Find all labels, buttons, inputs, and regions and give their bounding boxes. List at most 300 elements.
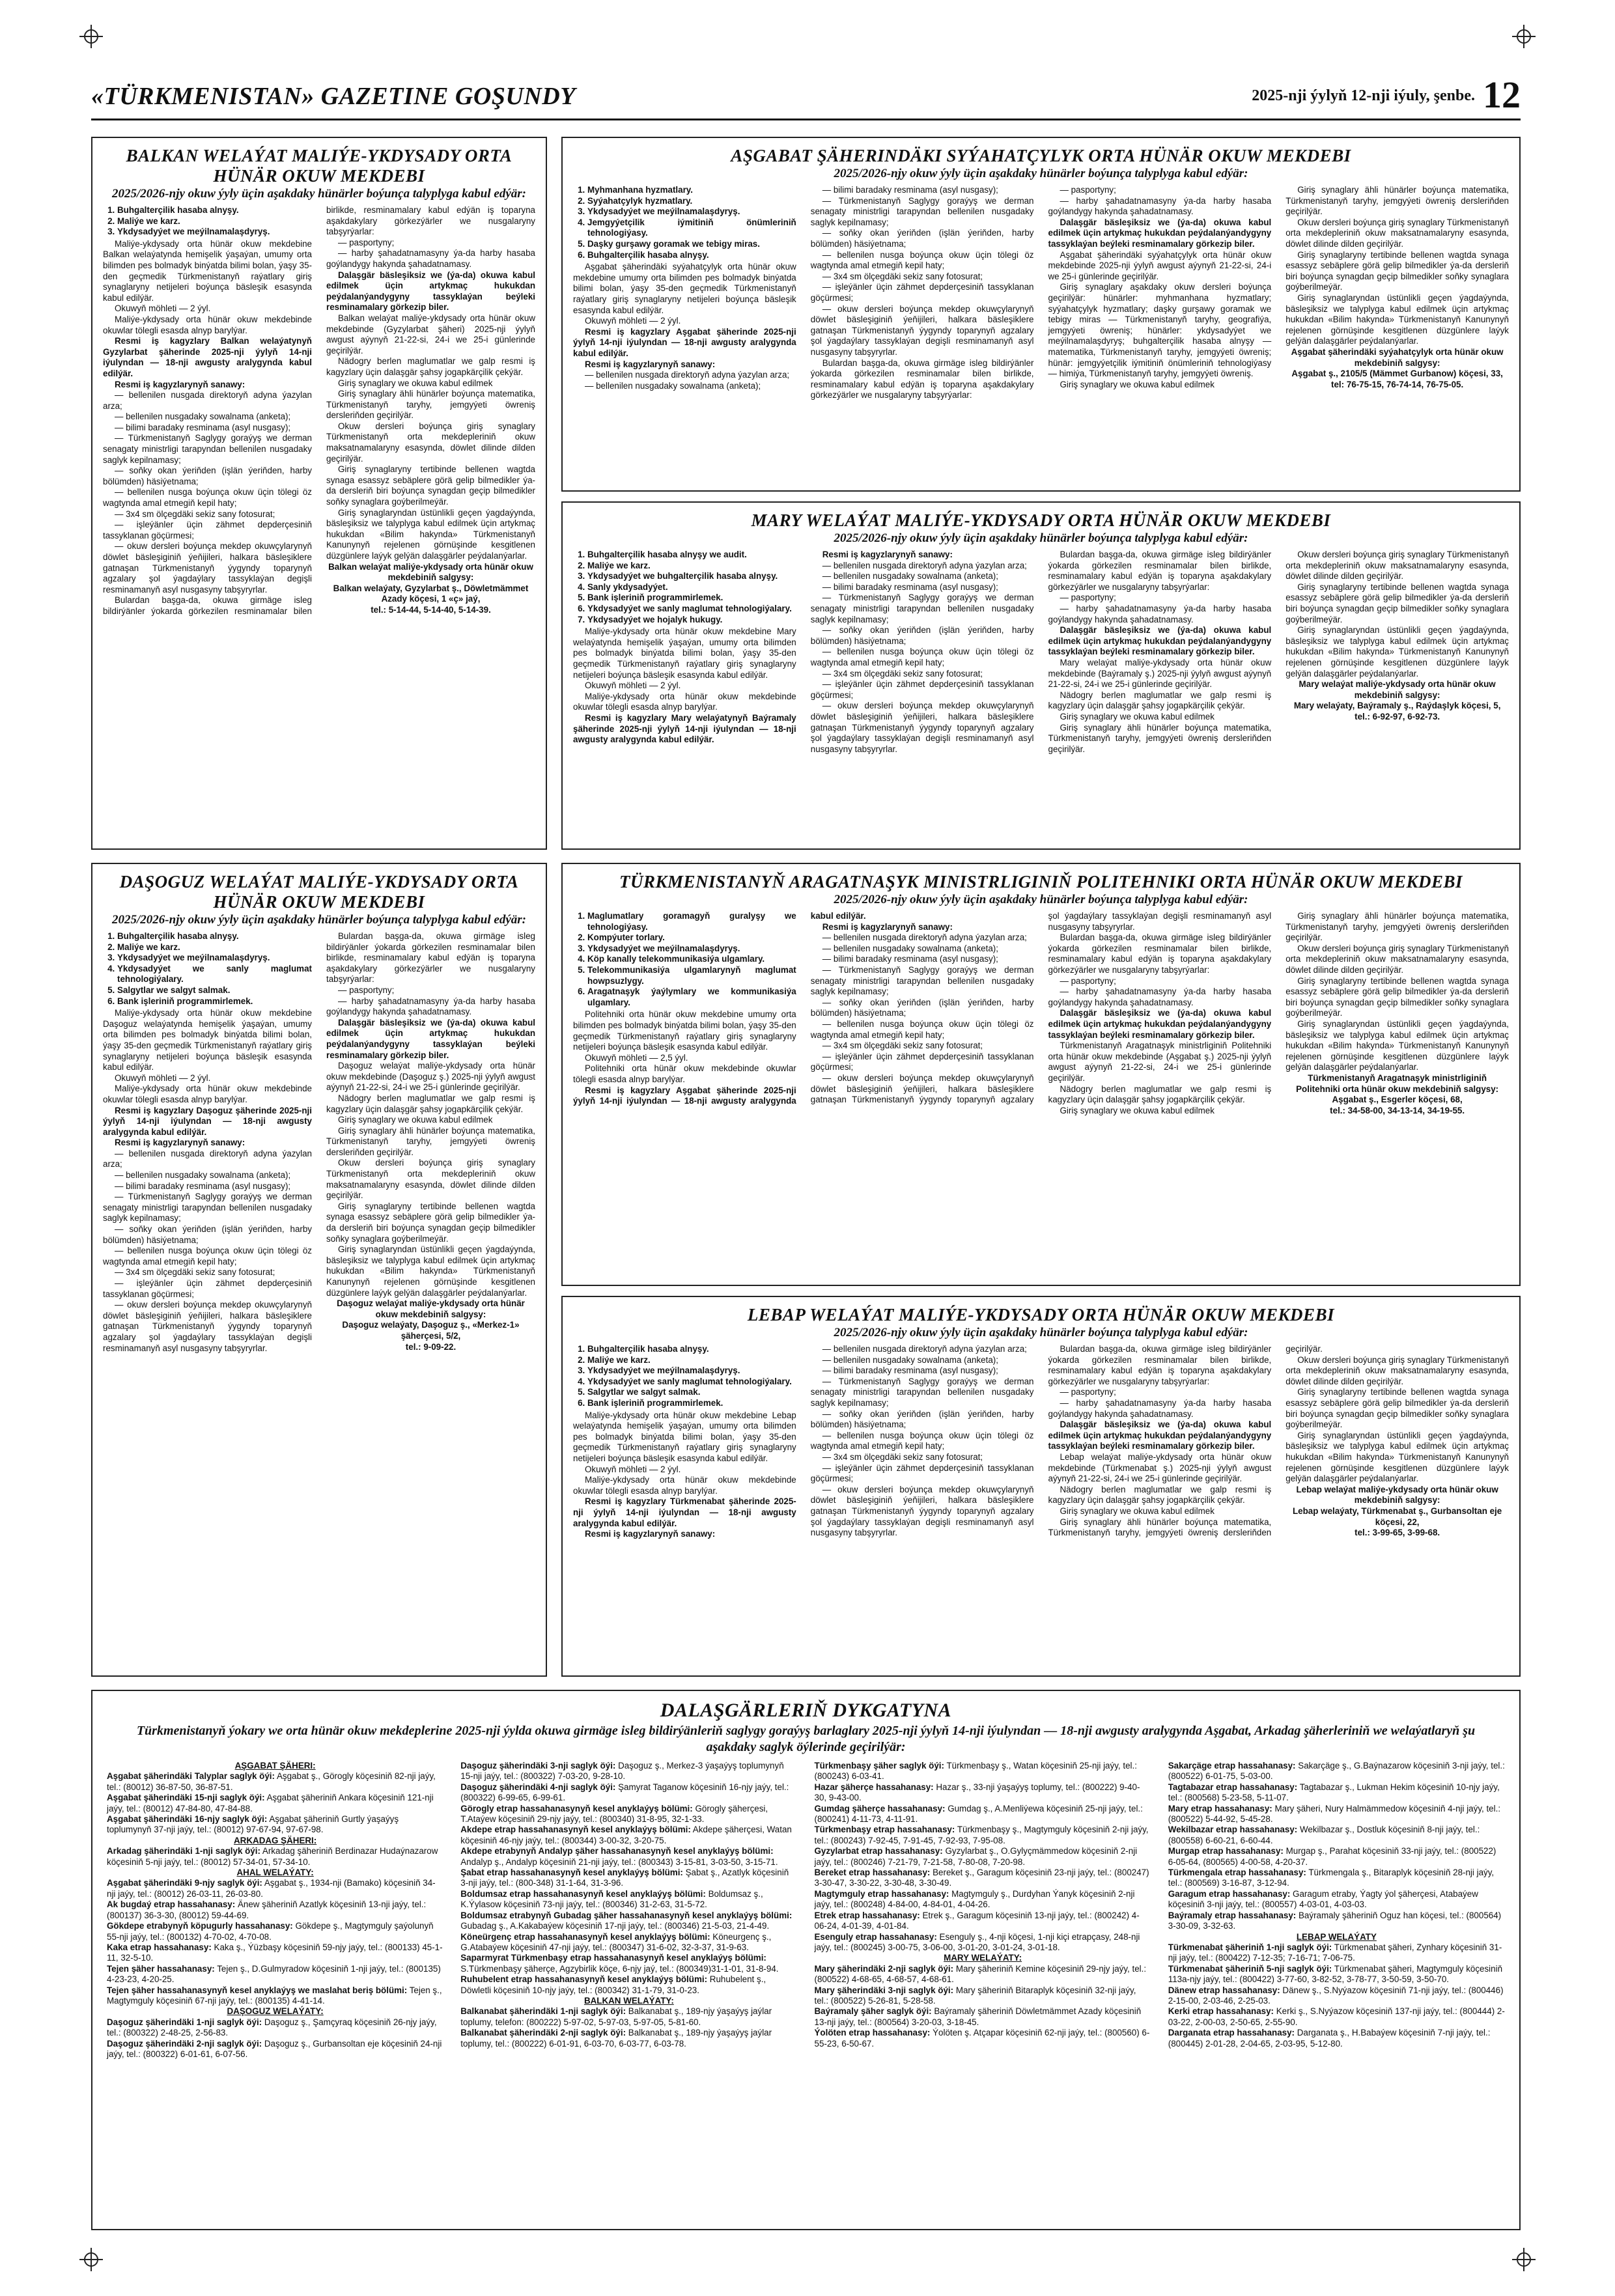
health-center-name: Mary şäherindäki 2-nji saglyk öýi: bbox=[814, 1963, 954, 1974]
health-center-entry bbox=[107, 1846, 443, 1868]
health-center-address: Aşgabat şäheriniň Ankara köçesiniň 121-nji jaýy, tel.: (80012) 47-84-80, 47-84-88. bbox=[107, 1793, 434, 1813]
school-title: AŞGABAT ŞÄHERINDÄKI SYÝAHATÇYLYK ORTA HÜNÄR OKUW MEKDEBI bbox=[731, 146, 1351, 165]
exam-rule: Giriş synaglary we okuwa kabul edilmek bbox=[1060, 1105, 1215, 1115]
doc-item: Bulardan başga-da, okuwa girmäge isleg bildirýänler ýokarda görkezilen resminamalar bilen birlikde, resminamalary kabul edýän iş toparyna aşakdakylary görkezýärler we nusgalaryny tabşyrýarlar: bbox=[1048, 550, 1272, 592]
exam-rule: Giriş synaglaryny tertibinde bellenen wagtda synaga esassyz sebäplere görä gelip bilmedikler ýa-da dersleriň biri boýunça synagdan geçip bilmedikler soňky synaglara goýberilmeýär. bbox=[1285, 249, 1509, 292]
address: Aşgabat ş., Esgerler köçesi, 68, bbox=[1332, 1095, 1463, 1105]
phones: tel: 76-75-15, 76-74-14, 76-75-05. bbox=[1331, 379, 1464, 389]
doc-item: — bellenilen nusgadaky sowalnama (anketa); bbox=[822, 943, 998, 953]
exam-rule: Giriş synaglaryny tertibinde bellenen wagtda synaga esassyz sebäplere görä gelip bilmedikler ýa-da dersleriň biri boýunça synagdan geçip bilmedikler soňky synaglara goýberilmeýär. bbox=[326, 464, 535, 507]
specialty-item: 6. Ykdysadyýet we sanly maglumat tehnologiýalary. bbox=[587, 604, 796, 615]
exam-schedule: Lebap welaýat maliýe-ykdysady orta hünär okuw mekdebinde (Türkmenabat ş.) 2025-nji ýylyň awgust aýynyň 21-22-si, 24-i we 25-i günlerinde geçirilýär. bbox=[1048, 1451, 1272, 1484]
health-center-name: Aşgabat şäherindäki 15-nji saglyk öýi: bbox=[107, 1793, 265, 1803]
exam-schedule: Mary welaýat maliýe-ykdysady orta hünär okuw mekdebinde (Baýramaly ş.) 2025-nji ýylyň awgust aýynyň 21-22-si, 24-i we 25-i günlerinde geçirilýär. bbox=[1048, 657, 1272, 690]
tuition-info: Politehniki orta hünär okuw mekdebinde okuwlar tölegli esasda alnyp barylýar. bbox=[573, 1063, 796, 1084]
health-center-address: Andalyp ş., Andalyp köçesiniň 21-nji jaýy, tel.: (800343) 3-15-81, 3-03-50, 3-15-71. bbox=[460, 1856, 778, 1867]
ad-lebap bbox=[561, 1296, 1521, 1677]
health-center-entry bbox=[460, 1953, 797, 1974]
doc-item: — bellenilen nusga boýunça okuw üçin tölegi öz wagtynda amal etmegiň kepil haty; bbox=[103, 1246, 312, 1267]
health-center-address: Esenguly ş., 4-nji köçesi, 1-nji kiçi etrapçasy, 248-nji jaýy, tel.: (800245) 3-00-75, 3-06-00, 3-01-20, 3-01-24, 3-01-18. bbox=[814, 1931, 1140, 1952]
health-center-entry bbox=[107, 1771, 443, 1793]
health-center-name: Daşoguz şäherindäki 1-nji saglyk öýi: bbox=[107, 2017, 262, 2027]
doc-item: — okuw dersleri boýunça mekdep okuwçylarynyň döwlet bäsleşiginiň ýeňijileri, halkara bäsleşiklere gatnaşan Türkmenistanyň ýygyndy toparynyň agzalary şol ýagdaýlary tassyklaýan degişli resminamanyň asyl nusgasyny tabşyryrlar. bbox=[103, 1300, 312, 1353]
specialty-item: 6. Buhgalterçilik hasaba alnyşy. bbox=[587, 250, 796, 261]
doc-item: — bellenilen nusga boýunça okuw üçin tölegi öz wagtynda amal etmegiň kepil haty; bbox=[810, 249, 1034, 271]
crop-mark-top-right bbox=[1512, 25, 1536, 48]
health-center-name: Tagtabazar etrap hassahanasy: bbox=[1168, 1782, 1298, 1792]
doc-item: Bulardan başga-da, okuwa girmäge isleg bildirýänler ýokarda görkezilen resminamalar bilen birlikde, resminamalary kabul edýän iş toparyna aşakdakylary görkezýärler we nusgalaryny tabşyrýarlar: bbox=[326, 931, 535, 985]
admission-subtitle: 2025/2026-njy okuw ýyly üçin aşakdaky hünärler boýunça talyplyga kabul edýär: bbox=[112, 913, 526, 927]
health-center-name: Daşoguz şäherindäki 2-nji saglyk öýi: bbox=[107, 2038, 262, 2049]
school-title: TÜRKMENISTANYŇ ARAGATNAŞYK MINISTRLIGINIŇ POLITEHNIKI ORTA HÜNÄR OKUW MEKDEBI bbox=[619, 872, 1463, 891]
health-center-name: Garagum etrap hassahanasy: bbox=[1168, 1888, 1291, 1899]
ad-aragatnashyk bbox=[561, 863, 1521, 1286]
page-number: 12 bbox=[1483, 74, 1521, 116]
exam-rule: Giriş synaglaryndan üstünlikli geçen ýagdaýynda, bäsleşiksiz we talyplyga kabul edilmek üçin artykmaç hukukdan «Bilim hakynda» Türkmenistanyň Kanunynyň rejelenen görnüşinde kesgitlenen düzgünlere laýyk gelýän dalaşgärler peýdalanýarlar. bbox=[1285, 625, 1509, 679]
health-center-name: Kerki etrap hassahanasy: bbox=[1168, 2006, 1274, 2017]
doc-item: — bellenilen nusgadaky sowalnama (anketa); bbox=[822, 1354, 998, 1365]
address: Mary welaýaty, Baýramaly ş., Raýdaşlyk köçesi, 5, bbox=[1293, 701, 1501, 711]
health-center-address: Änew şäheriniň Azatlyk köçesiniň 13-nji jaýy, tel.: (800137) 36-3-30, (80012) 59-44-69. bbox=[107, 1899, 427, 1920]
health-center-entry bbox=[1168, 2028, 1505, 2049]
health-center-address: Ýolöten ş. Atçapar köçesiniň 62-nji jaýy, tel.: (800560) 6-55-23, 6-50-67. bbox=[814, 2028, 1150, 2049]
specialty-list bbox=[587, 1344, 796, 1409]
exam-rule: Okuw dersleri boýunça giriş synaglary Türkmenistanyň orta mekdepleriniň okuw maksatnamalaryny esasynda, döwlet dilinde dilden geçirilýär. bbox=[326, 1158, 535, 1201]
health-center-name: Akdepe etrabynyň Andalyp şäher hassahanasynyň kesel anyklaýyş bölümi: bbox=[460, 1846, 774, 1856]
health-center-entry bbox=[1168, 1985, 1505, 2007]
address-label: Aşgabat şäherindäki syýahatçylyk orta hünär okuw mekdebiniň salgysy: bbox=[1291, 346, 1504, 368]
health-center-entry bbox=[815, 1911, 1151, 1932]
health-center-address: Arkadag şäheriniň Berdinazar Hudaýnazarow köçesiniň 5-nji jaýy, tel.: (80012) 57-34-01, 57-34-10. bbox=[107, 1846, 438, 1867]
specialty-item: 5. Salgytlar we salgyt salmak. bbox=[587, 1387, 796, 1398]
doc-item: — harby şahadatnamasyny ýa-da harby hasaba goýlandygy hakynda şahadatnamasy. bbox=[1048, 987, 1272, 1007]
doc-item: — bellenilen nusgada direktoryň adyna ýazylan arza; bbox=[585, 370, 790, 380]
doc-item: — 3x4 sm ölçegdäki sekiz sany fotosurat; bbox=[115, 509, 275, 519]
ad-dykgat bbox=[91, 1690, 1521, 2230]
health-center-address: Sakarçäge ş., G.Baýnazarow köçesiniň 3-nji jaýy, tel.: (800522) 6-01-75, 5-03-00. bbox=[1168, 1761, 1505, 1782]
phones: tel.: 5-14-44, 5-14-40, 5-14-39. bbox=[371, 604, 491, 615]
ad-body bbox=[103, 205, 535, 617]
duration-text: Okuwyň möhleti — 2 ýyl. bbox=[585, 1464, 681, 1474]
doc-item: — Türkmenistanyň Saglygy goraýyş we derman senagaty ministrligi tarapyndan bellenilen nusgadaky saglyk kepilnamasy; bbox=[103, 1192, 312, 1224]
doc-item: — pasportyny; bbox=[1060, 593, 1116, 603]
docs-note: Resmi iş kagyzlary Balkan welaýatynyň Gyzylarbat şäherinde 2025-nji ýylyň 14-nji iýulyndan — 18-nji awgusty aralygynda kabul edilýär. bbox=[103, 336, 312, 378]
doc-item: — bellenilen nusga boýunça okuw üçin tölegi öz wagtynda amal etmegiň kepil haty; bbox=[103, 487, 312, 509]
exam-schedule: Türkmenistanyň Aragatnaşyk ministrliginiň Politehniki orta hünär okuw mekdebinde (Aşgabat ş.) 2025-nji ýylyň awgust aýynyň 21-22-si, 24-i we 25-i günlerinde geçirilýär. bbox=[1048, 1041, 1272, 1083]
health-center-entry bbox=[107, 1942, 443, 1964]
doc-item: — soňky okan ýeriňden (işlän ýeriňden, harby bölümden) häsiýetnama; bbox=[103, 1224, 312, 1245]
health-center-address: Aşgabat ş., 1934-nji (Bamako) köçesiniň 34-nji jaýy, tel.: (80012) 26-03-11, 26-03-80. bbox=[107, 1878, 436, 1899]
specialty-item: 2. Maliýe we karz. bbox=[587, 561, 796, 572]
doc-item: — bellenilen nusgadaky sowalnama (anketa); bbox=[115, 1170, 291, 1181]
region-heading: AHAL WELAÝATY: bbox=[236, 1868, 314, 1878]
health-center-address: Şamyrat Taganow köçesiniň 16-njy jaýy, tel.: (800322) 6-99-65, 6-99-61. bbox=[460, 1782, 789, 1803]
specialty-item: 3. Ykdysadyýet we meýilnamalaşdyryş. bbox=[587, 206, 796, 217]
health-center-name: Türkmenbaşy etrap hassahanasy: bbox=[814, 1825, 955, 1835]
health-center-entry bbox=[1168, 1942, 1505, 1964]
health-center-address: Dänew ş., S.Nyýazow köçesiniň 71-nji jaýy, tel.: (800446) 2-15-00, 2-03-46, 2-25-03. bbox=[1168, 1985, 1504, 2006]
specialty-list bbox=[587, 911, 796, 1008]
health-center-name: Baýramaly şäher saglyk öýi: bbox=[814, 2006, 932, 2017]
health-center-entry bbox=[815, 1985, 1151, 2007]
health-center-address: Şabat ş., Azatlyk köçesiniň 3-nji jaýy, tel.: (800-348) 31-1-64, 31-3-96. bbox=[460, 1868, 789, 1888]
header-rule bbox=[91, 119, 1521, 120]
phones: tel.: 6-92-97, 6-92-73. bbox=[1355, 711, 1440, 721]
health-center-address: Hazar ş., 33-nji ýaşaýyş toplumy, tel.: (800222) 9-40-30, 9-43-00. bbox=[814, 1782, 1140, 1803]
health-center-address: Garagum etraby, Ýagty ýol şäherçesi, Atabaýew köçesiniň 3-nji jaýy, tel.: (800557) 4-03-01, 4-03-03. bbox=[1168, 1888, 1478, 1910]
health-center-entry bbox=[815, 1964, 1151, 1985]
exam-schedule: Aşgabat şäherindäki syýahatçylyk orta hünär okuw mekdebinde 2025-nji ýylyň awgust aýynyň 21-22-si, 24-i we 25-i günlerinde geçirilýär. bbox=[1048, 249, 1272, 281]
ad-dashoguz bbox=[91, 863, 547, 1677]
health-center-address: Görogly şäherçesi, T.Ataýew köçesiniň 29-njy jaýy, tel.: (800340) 31-8-95, 32-1-33. bbox=[460, 1803, 768, 1825]
admission-subtitle: 2025/2026-njy okuw ýyly üçin aşakdaky hünärler boýunça talyplyga kabul edýär: bbox=[834, 531, 1248, 545]
health-center-entry bbox=[1168, 1804, 1505, 1825]
health-center-address: Magtymguly ş., Durdyhan Ýanyk köçesiniň 2-nji jaýy, tel.: (800248) 4-84-00, 4-84-01, 4-04-26. bbox=[814, 1888, 1135, 1910]
exam-rule: Giriş synaglaryndan üstünlikli geçen ýagdaýynda, bäsleşiksiz we talyplyga kabul edilmek üçin artykmaç hukukdan «Bilim hakynda» Türkmenistanyň Kanunynyň rejelenen görnüşinde kesgitlenen düzgünlere laýyk gelýän dalaşgärler peýdalanýarlar. bbox=[326, 507, 535, 561]
exam-subjects: Nädogry berlen maglumatlar we galp resmi iş kagyzlary üçin dalaşgär şahsy jogapkärçilik çekýär. bbox=[1048, 1084, 1272, 1105]
specialty-list bbox=[117, 205, 312, 238]
health-center-name: Aşgabat şäherindäki 9-njy saglyk öýi: bbox=[107, 1878, 262, 1888]
exam-subjects: Nädogry berlen maglumatlar we galp resmi iş kagyzlary üçin dalaşgär şahsy jogapkärçilik çekýär. bbox=[1048, 1484, 1272, 1505]
exam-subjects: Nädogry berlen maglumatlar we galp resmi iş kagyzlary üçin dalaşgär şahsy jogapkärçilik çekýär. bbox=[326, 1093, 535, 1114]
docs-heading: Resmi iş kagyzlarynyň sanawy: bbox=[115, 379, 246, 389]
doc-item: — okuw dersleri boýunça mekdep okuwçylarynyň döwlet bäsleşiginiň ýeňijileri, halkara bäsleşiklere gatnaşan Türkmenistanyň ýygyndy toparynyň agzalary şol ýagdaýlary tassyklaýan degişli resminamanyň asyl nusgasyny tabşyryrlar. bbox=[810, 701, 1034, 754]
health-center-entry bbox=[107, 2039, 443, 2060]
health-center-address: Daşoguz ş., Gurbansoltan eje köçesiniň 24-nji jaýy, tel.: (800322) 6-01-61, 6-07-56. bbox=[107, 2038, 442, 2059]
doc-item: — okuw dersleri boýunça mekdep okuwçylarynyň döwlet bäsleşiginiň ýeňijileri, halkara bäsleşiklere gatnaşan Türkmenistanyň ýygyndy toparynyň agzalary şol ýagdaýlary tassyklaýan degişli resminamanyň asyl nusgasyny tabşyryrlar. bbox=[810, 303, 1034, 357]
address: Aşgabat ş., 2105/5 (Mämmet Gurbanow) köçesi, 33, bbox=[1291, 369, 1503, 379]
health-center-name: Tejen şäher hassahanasynyň kesel anyklaýyş we maslahat beriş bölümi: bbox=[107, 1985, 408, 1995]
doc-item: Bulardan başga-da, okuwa girmäge isleg bildirýänler ýokarda görkezilen resminamalar bilen birlikde, resminamalary kabul edýän iş toparyna aşakdakylary görkezýärler we nusgalaryny tabşyrýarlar: bbox=[1048, 932, 1272, 975]
health-center-name: Ruhubelent etrap hassahanasynyň kesel anyklaýyş bölümi: bbox=[460, 1974, 708, 1985]
address-label: Balkan welaýat maliýe-ykdysady orta hünär okuw mekdebiniň salgysy: bbox=[328, 561, 533, 583]
health-center-address: Murgap ş., Parahat köçesiniň 33-nji jaýy, tel.: (800522) 6-05-64, (800565) 4-00-58, 4-20-37. bbox=[1168, 1846, 1496, 1867]
ad-body bbox=[573, 550, 1509, 755]
health-center-name: Arkadag şäherindäki 1-nji saglyk öýi: bbox=[107, 1846, 260, 1856]
exam-rule: Giriş synaglary we okuwa kabul edilmek bbox=[1060, 711, 1215, 721]
health-center-entry bbox=[815, 1889, 1151, 1911]
health-center-address: Türkmenbaşy ş., Magtymguly köçesiniň 2-nji jaýy, tel.: (800243) 7-92-45, 7-91-45, 7-92-93, 7-95-08. bbox=[814, 1825, 1149, 1845]
specialty-item: 6. Bank işleriniň programmirlemek. bbox=[117, 996, 312, 1007]
doc-item: — işleýänler üçin zähmet depderçesiniň tassyklanan göçürmesi; bbox=[810, 1051, 1034, 1072]
doc-item: — 3x4 sm ölçegdäki sekiz sany fotosurat; bbox=[115, 1267, 275, 1278]
doc-item: — işleýänler üçin zähmet depderçesiniň tassyklanan göçürmesi; bbox=[810, 679, 1034, 700]
exam-rule: Giriş synaglary we okuwa kabul edilmek bbox=[1060, 379, 1215, 389]
school-title: MARY WELAÝAT MALIÝE-YKDYSADY ORTA HÜNÄR OKUW MEKDEBI bbox=[751, 511, 1331, 530]
health-center-name: Etrek etrap hassahanasy: bbox=[814, 1910, 920, 1920]
doc-item: — harby şahadatnamasyny ýa-da harby hasaba goýlandygy hakynda şahadatnamasy. bbox=[1048, 195, 1272, 217]
exam-rule: Giriş synaglaryndan üstünlikli geçen ýagdaýynda, bäsleşiksiz we talyplyga kabul edilmek üçin artykmaç hukukdan «Bilim hakynda» Türkmenistanyň Kanunynyň rejelenen görnüşinde kesgitlenen düzgünlere laýyk gelýän dalaşgärler peýdalanýarlar. bbox=[1285, 1018, 1509, 1072]
doc-item: — pasportyny; bbox=[1060, 185, 1116, 195]
health-center-address: Baýramaly şäheriniň Döwletmämmet Azady köçesiniň 13-nji jaýy, tel.: (800564) 3-20-03, 3-18-45. bbox=[814, 2006, 1142, 2027]
specialty-item: 3. Ykdysadyýet we meýilnamalaşdyryş. bbox=[587, 944, 796, 955]
ad-body bbox=[573, 911, 1509, 1116]
duration-text: Okuwyň möhleti — 2,5 ýyl. bbox=[585, 1052, 688, 1063]
doc-item: — 3x4 sm ölçegdäki sekiz sany fotosurat; bbox=[822, 1451, 983, 1462]
health-center-name: Türkmenbaşy şäher saglyk öýi: bbox=[814, 1761, 944, 1771]
docs-heading: Resmi iş kagyzlarynyň sanawy: bbox=[822, 921, 953, 932]
specialty-item: 6. Aragatnaşyk ýaýlymlary we kommunikasiýa ulgamlary. bbox=[587, 987, 796, 1008]
health-center-name: Görogly etrap hassahanasynyň kesel anyklaýyş bölümi: bbox=[460, 1803, 693, 1813]
health-center-address: Kaka ş., Ýüzbaşy köçesiniň 59-njy jaýy, tel.: (800133) 45-1-11, 32-5-10. bbox=[107, 1942, 443, 1963]
duration-text: Okuwyň möhleti — 2 ýyl. bbox=[115, 303, 211, 314]
docs-note: Resmi iş kagyzlary Daşoguz şäherinde 2025-nji ýylyň 14-nji iýulyndan — 18-nji awgusty aralygynda kabul edilýär. bbox=[103, 1105, 312, 1137]
specialty-item: 5. Daşky gurşawy goramak we tebigy miras. bbox=[587, 239, 796, 250]
address: Daşoguz welaýaty, Daşoguz ş., «Merkez-1» şäherçesi, 5/2, bbox=[342, 1320, 520, 1341]
doc-item: — harby şahadatnamasyny ýa-da harby hasaba goýlandygy hakynda şahadatnamasy. bbox=[1048, 1397, 1272, 1419]
region-heading: AŞGABAT ŞÄHERI: bbox=[234, 1761, 316, 1771]
health-center-entry bbox=[815, 1868, 1151, 1889]
docs-heading: Resmi iş kagyzlarynyň sanawy: bbox=[822, 550, 953, 559]
health-center-entry bbox=[107, 1878, 443, 1899]
health-center-name: Türkmenabat şäheriniň 1-nji saglyk öýi: bbox=[1168, 1942, 1332, 1952]
exam-subjects: Giriş synaglary aşakdaky okuw dersleri boýunça geçirilýär: hünärler: myhmanhana hyzmatlary; syýahatçylyk hyzmatlary; daşky gurşawy goramak we tebigy miras — Türkmenistanyň taryhy, geografiýa, jemgyýeti öwreniş; hünärler: ykdysadyýet we meýilnamalaşdyryş; buhgalterçilik hasaba alnyşy — matematika, Türkmenistanyň taryhy, jemgyýeti öwreniş; hünär: jemgyýetçilik iýmitiniň önümleriniň tehnologiýasy — himiýa, Türkmenistanyň taryhy, jemgyýeti öwreniş. bbox=[1048, 282, 1272, 379]
phones: tel.: 9-09-22. bbox=[405, 1341, 456, 1352]
ad-body bbox=[573, 1344, 1509, 1540]
doc-item: — bilimi baradaky resminama (asyl nusgasy); bbox=[822, 185, 998, 195]
health-center-name: Bereket etrap hassahanasy: bbox=[814, 1868, 931, 1878]
health-center-address: Baýramaly şäheriniň Oguz han köçesi, tel.: (800564) 3-30-09, 3-32-63. bbox=[1168, 1910, 1502, 1931]
health-center-entry bbox=[107, 1899, 443, 1921]
doc-item: — Türkmenistanyň Saglygy goraýyş we derman senagaty ministrligi tarapyndan bellenilen nusgadaky saglyk kepilnamasy; bbox=[810, 593, 1034, 624]
duration-text: Okuwyň möhleti — 2 ýyl. bbox=[585, 316, 681, 326]
specialty-item: 4. Ykdysadyýet we sanly maglumat tehnologiýalary. bbox=[587, 1377, 796, 1388]
doc-item: Bulardan başga-da, okuwa girmäge isleg bildirýänler ýokarda görkezilen resminamalar bilen birlikde, resminamalary kabul edýän iş toparyna aşakdakylary görkezýärler we nusgalaryny tabşyrýarlar: bbox=[103, 205, 535, 616]
health-center-entry bbox=[815, 2006, 1151, 2028]
health-center-entry bbox=[1168, 1825, 1505, 1846]
health-center-name: Köneürgenç etrap hassahanasynyň kesel anyklaýyş bölümi: bbox=[460, 1931, 710, 1942]
health-center-name: Şabat etrap hassahanasynyň kesel anyklaýyş bölümi: bbox=[460, 1868, 683, 1878]
health-center-address: Darganata ş., H.Babaýew köçesiniň 7-nji jaýy, tel.: (800445) 2-01-28, 2-04-65, 2-03-95, 5-12-80. bbox=[1168, 2028, 1491, 2049]
exam-rule: Giriş synaglaryndan üstünlikli geçen ýagdaýynda, bäsleşiksiz we talyplyga kabul edilmek üçin artykmaç hukukdan «Bilim hakynda» Türkmenistanyň Kanunynyň rejelenen görnüşinde kesgitlenen düzgünlere laýyk gelýän dalaşgärler peýdalanýarlar. bbox=[1285, 292, 1509, 346]
health-center-address: Tejen ş., Magtymguly köçesiniň 67-nji jaýy, tel.: (800135) 4-41-14. bbox=[107, 1985, 442, 2006]
health-center-name: Daşoguz şäherindäki 4-nji saglyk öýi: bbox=[460, 1782, 616, 1792]
specialty-item: 3. Ykdysadyýet we meýilnamalaşdyryş. bbox=[117, 953, 312, 964]
health-center-address: Ruhubelent ş., Döwletli köçesiniň 10-njy jaýy, tel.: (800342) 31-1-79, 31-0-23. bbox=[460, 1974, 766, 1995]
docs-heading: Resmi iş kagyzlarynyň sanawy: bbox=[585, 359, 716, 369]
eligibility-text: Aşgabat şäherindäki syýahatçylyk orta hünär okuw mekdebine umumy orta bilimden pes bolmadyk binýatda bilimi bolan, ýaşy 35-den geçmedik Türkmenistanyň raýatlary giriş synaglaryny netijeleri boýunça bäsleşik esasynda kabul edilýär. bbox=[573, 262, 796, 315]
health-center-address: Gumdag ş., A.Menliýewa köçesiniň 25-nji jaýy, tel.: (800241) 4-11-73, 4-11-91. bbox=[814, 1803, 1143, 1825]
doc-item: — pasportyny; bbox=[338, 237, 395, 247]
exam-rule: Giriş synaglaryny tertibinde bellenen wagtda synaga esassyz sebäplere görä gelip bilmedikler ýa-da dersleriň biri boýunça synagdan geçip bilmedikler soňky synaglara goýberilmeýär. bbox=[1285, 1387, 1509, 1430]
specialty-list bbox=[587, 550, 796, 625]
health-center-entry bbox=[107, 2017, 443, 2039]
health-center-entry bbox=[460, 1846, 797, 1868]
health-center-name: Daşoguz şäherindäki 3-nji saglyk öýi: bbox=[460, 1761, 616, 1771]
doc-item: — harby şahadatnamasyny ýa-da harby hasaba goýlandygy hakynda şahadatnamasy. bbox=[326, 248, 535, 269]
health-center-address: Boldumsaz ş., K.Ýylasow köçesiniň 73-nji jaýy, tel.: (800346) 31-2-63, 31-5-72. bbox=[460, 1888, 763, 1910]
health-center-entry bbox=[1168, 1911, 1505, 1932]
exam-rule: Okuw dersleri boýunça giriş synaglary Türkmenistanyň orta mekdepleriniň okuw maksatnamalaryny esasynda, döwlet dilinde dilden geçirilýär. bbox=[326, 421, 535, 464]
exam-schedule: Daşoguz welaýat maliýe-ykdysady orta hünär okuw mekdebinde (Daşoguz ş.) 2025-nji ýylyň awgust aýynyň 21-22-si, 24-i we 25-i günlerinde geçirilýär. bbox=[326, 1061, 535, 1093]
exam-rule: Giriş synaglaryndan üstünlikli geçen ýagdaýynda, bäsleşiksiz we talyplyga kabul edilmek üçin artykmaç hukukdan «Bilim hakynda» Türkmenistanyň Kanunynyň rejelenen görnüşinde kesgitlenen düzgünlere laýyk gelýän dalaşgärler peýdalanýarlar. bbox=[326, 1244, 535, 1298]
health-center-name: Gökdepe etrabynyň köpugurly hassahanasy: bbox=[107, 1921, 293, 1931]
doc-item: — bellenilen nusga boýunça okuw üçin tölegi öz wagtynda amal etmegiň kepil haty; bbox=[810, 647, 1034, 667]
health-center-address: Türkmenabat şäheri, Magtymguly köçesiniň 113a-njy jaýy, tel.: (800422) 3-77-60, 3-82-52, 3-78-77, 3-50-59, 3-50-70. bbox=[1168, 1963, 1503, 1985]
health-center-name: Akdepe etrap hassahanasynyň kesel anyklaýyş bölümi: bbox=[460, 1825, 691, 1835]
specialty-item: 2. Kompýuter torlary. bbox=[587, 932, 796, 944]
health-center-entry bbox=[1168, 2006, 1505, 2028]
exam-rule: Giriş synaglaryny tertibinde bellenen wagtda synaga esassyz sebäplere görä gelip bilmedikler ýa-da dersleriň biri boýunça synagdan geçip bilmedikler soňky synaglara goýberilmeýär. bbox=[1285, 975, 1509, 1018]
doc-item: — bilimi baradaky resminama (asyl nusgasy); bbox=[822, 1365, 998, 1376]
eligibility-text: Maliýe-ykdysady orta hünär okuw mekdebine Lebap welaýatynda hemişelik ýaşaýan, umumy orta bilimden pes bolmadyk binýatda bilimi bolan, ýaşy 35-den geçmedik Türkmenistanyň raýatlary giriş synaglaryny netijeleri boýunça bäsleşik esasynda kabul edilýär. bbox=[573, 1410, 796, 1463]
doc-item: — işleýänler üçin zähmet depderçesiniň tassyklanan göçürmesi; bbox=[103, 1278, 312, 1299]
doc-item: — bellenilen nusgadaky sowalnama (anketa); bbox=[115, 412, 291, 422]
health-center-address: Daşoguz ş., Şamçyraq köçesiniň 26-njy jaýy, tel.: (800322) 2-48-25, 2-56-83. bbox=[107, 2017, 437, 2038]
health-center-name: Türkmenabat şäheriniň 5-nji saglyk öýi: bbox=[1168, 1963, 1332, 1974]
exam-heading: Dalaşgär bäsleşiksiz we (ýa-da) okuwa kabul edilmek üçin artykmaç hukukdan peýdalanýandygyny tassyklaýan beýleki resminamalary görkezip biler. bbox=[326, 1017, 535, 1060]
ad-ashgabat bbox=[561, 137, 1521, 492]
health-center-entry bbox=[460, 2028, 797, 2049]
health-center-entry bbox=[815, 1846, 1151, 1868]
health-center-name: Tejen şäher hassahanasy: bbox=[107, 1963, 215, 1974]
health-center-address: Türkmenbaşy ş., Watan köçesiniň 25-nji jaýy, tel.: (800243) 6-03-41. bbox=[814, 1761, 1137, 1782]
docs-note: Resmi iş kagyzlary Aşgabat şäherinde 2025-nji ýylyň 14-nji iýulyndan — 18-nji awgusty aralygynda kabul edilýär. bbox=[573, 326, 796, 358]
ad-body bbox=[573, 185, 1509, 401]
health-center-address: Tagtabazar ş., Lukman Hekim köçesiniň 10-njy jaýy, tel.: (800568) 5-23-58, 5-11-07. bbox=[1168, 1782, 1500, 1803]
health-center-entry bbox=[107, 1985, 443, 2007]
health-center-address: Daşoguz ş., Merkez-3 ýaşaýyş toplumynyň 15-nji jaýy, tel.: (800322) 7-03-20, 9-28-10. bbox=[460, 1761, 784, 1782]
doc-item: — soňky okan ýeriňden (işlän ýeriňden, harby bölümden) häsiýetnama; bbox=[810, 625, 1034, 646]
doc-item: — okuw dersleri boýunça mekdep okuwçylarynyň döwlet bäsleşiginiň ýeňijileri, halkara bäsleşiklere gatnaşan Türkmenistanyň ýygyndy toparynyň agzalary şol ýagdaýlary tassyklaýan degişli resminamanyň asyl nusgasyny tabşyryrlar. bbox=[810, 1484, 1034, 1538]
exam-heading: Dalaşgär bäsleşiksiz we (ýa-da) okuwa kabul edilmek üçin artykmaç hukukdan peýdalanýandygyny tassyklaýan beýleki resminamalary görkezip biler. bbox=[1048, 1008, 1272, 1040]
doc-item: — harby şahadatnamasyny ýa-da harby hasaba goýlandygy hakynda şahadatnamasy. bbox=[1048, 603, 1272, 624]
doc-item: — işleýänler üçin zähmet depderçesiniň tassyklanan göçürmesi; bbox=[810, 1463, 1034, 1484]
specialty-item: 3. Ykdysadyýet we meýilnamalaşdyryş. bbox=[587, 1365, 796, 1377]
health-center-entry bbox=[107, 1964, 443, 1985]
health-center-name: Mary etrap hassahanasy: bbox=[1168, 1803, 1272, 1813]
health-center-entry bbox=[815, 1825, 1151, 1846]
health-center-address: Aşgabat şäheriniň Gurtly ýaşaýyş toplumynyň 37-nji jaýy, tel.: (80012) 97-67-94, 97-67-98. bbox=[107, 1814, 399, 1835]
admission-subtitle: 2025/2026-njy okuw ýyly üçin aşakdaky hünärler boýunça talyplyga kabul edýär: bbox=[834, 1326, 1248, 1339]
health-center-address: Etrek ş., Garagum köçesiniň 13-nji jaýy, tel.: (800242) 4-06-24, 4-01-39, 4-01-84. bbox=[814, 1910, 1140, 1931]
exam-rule: Giriş synaglaryny tertibinde bellenen wagtda synaga esassyz sebäplere görä gelip bilmedikler ýa-da dersleriň biri boýunça synagdan geçip bilmedikler soňky synaglara goýberilmeýär. bbox=[1285, 581, 1509, 624]
doc-item: — okuw dersleri boýunça mekdep okuwçylarynyň döwlet bäsleşiginiň ýeňijileri, halkara bäsleşiklere gatnaşan Türkmenistanyň ýygyndy toparynyň agzalary şol ýagdaýlary tassyklaýan degişli resminamanyň asyl nusgasyny tabşyryrlar. bbox=[810, 911, 1272, 1105]
address: Balkan welaýaty, Gyzylarbat ş., Döwletmämmet Azady köçesi, 1 «ç» jaý, bbox=[333, 583, 529, 604]
doc-item: — soňky okan ýeriňden (işlän ýeriňden, harby bölümden) häsiýetnama; bbox=[810, 1408, 1034, 1430]
health-center-entry bbox=[815, 2028, 1151, 2049]
doc-item: — soňky okan ýeriňden (işlän ýeriňden, harby bölümden) häsiýetnama; bbox=[810, 997, 1034, 1018]
health-center-address: Tejen ş., D.Gulmyradow köçesiniň 1-nji jaýy, tel.: (800135) 4-23-23, 4-20-25. bbox=[107, 1963, 441, 1985]
doc-item: — bellenilen nusgada direktoryň adyna ýazylan arza; bbox=[822, 560, 1027, 570]
health-center-name: Türkmengala etrap hassahanasy: bbox=[1168, 1868, 1306, 1878]
health-center-address: Aşgabat ş., Görogly köçesiniň 82-nji jaýy, tel.: (80012) 36-87-50, 36-87-51. bbox=[107, 1771, 436, 1792]
crop-mark-top-left bbox=[79, 25, 103, 48]
exam-rule: Giriş synaglaryny tertibinde bellenen wagtda synaga esassyz sebäplere görä gelip bilmedikler ýa-da dersleriň biri boýunça synagdan geçip bilmedikler soňky synaglara goýberilmeýär. bbox=[326, 1201, 535, 1244]
exam-rule: Giriş synaglary ähli hünärler boýunça matematika, Türkmenistanyň taryhy, jemgyýeti öwreniş dersleriňden geçirilýär. bbox=[1285, 911, 1509, 943]
specialty-item: 5. Bank işleriniň programmirlemek. bbox=[587, 593, 796, 604]
specialty-item: 2. Maliýe we karz. bbox=[587, 1355, 796, 1366]
school-title: BALKAN WELAÝAT MALIÝE-YKDYSADY ORTA HÜNÄR OKUW MEKDEBI bbox=[126, 146, 513, 186]
health-center-entry bbox=[1168, 1964, 1505, 1985]
doc-item: — bilimi baradaky resminama (asyl nusgasy); bbox=[822, 581, 998, 592]
health-center-name: Mary şäherindäki 3-nji saglyk öýi: bbox=[814, 1985, 954, 1995]
exam-rule: Okuw dersleri boýunça giriş synaglary Türkmenistanyň orta mekdepleriniň okuw maksatnamalaryny esasynda, döwlet dilinde dilden geçirilýär. bbox=[1285, 550, 1509, 581]
health-center-entry bbox=[460, 1825, 797, 1846]
address-label: Daşoguz welaýat maliýe-ykdysady orta hünär okuw mekdebiniň salgysy: bbox=[337, 1298, 525, 1319]
specialty-item: 4. Sanly ykdysadyýet. bbox=[587, 582, 796, 593]
exam-subjects: Nädogry berlen maglumatlar we galp resmi iş kagyzlary üçin dalaşgär şahsy jogapkärçilik çekýär. bbox=[326, 356, 535, 377]
doc-item: — bellenilen nusga boýunça okuw üçin tölegi öz wagtynda amal etmegiň kepil haty; bbox=[810, 1018, 1034, 1040]
exam-rule: Giriş synaglary ähli hünärler boýunça matematika, Türkmenistanyň taryhy, jemgyýeti öwreniş dersleriňden geçirilýär. bbox=[1285, 185, 1509, 217]
health-center-name: Ak bugdaý etrap hassahanasy: bbox=[107, 1899, 236, 1910]
exam-heading: Dalaşgär bäsleşiksiz we (ýa-da) okuwa kabul edilmek üçin artykmaç hukukdan peýdalanýandygyny tassyklaýan beýleki resminamalary görkezip biler. bbox=[1048, 625, 1272, 657]
health-center-name: Aşgabat şäherindäki 16-njy saglyk öýi: bbox=[107, 1814, 268, 1825]
eligibility-text: Maliýe-ykdysady orta hünär okuw mekdebine Daşoguz welaýatynda hemişelik ýaşaýan, umumy orta bilimden pes bolmadyk binýatda bilimi bolan, ýaşy 35-den geçmedik Türkmenistanyň raýatlary giriş synaglaryny netijeleri boýunça bäsleşik esasynda kabul edilýär. bbox=[103, 1008, 312, 1072]
health-center-entry bbox=[460, 1804, 797, 1825]
doc-item: — pasportyny; bbox=[338, 985, 395, 995]
exam-heading: Dalaşgär bäsleşiksiz we (ýa-da) okuwa kabul edilmek üçin artykmaç hukukdan peýdalanýandygyny tassyklaýan beýleki resminamalary görkezip biler. bbox=[1048, 217, 1272, 249]
specialty-item: 1. Buhgalterçilik hasaba alnyşy. bbox=[587, 1344, 796, 1355]
health-center-address: Bereket ş., Garagum köçesiniň 23-nji jaýy, tel.: (800247) 3-30-47, 3-30-22, 3-30-48, 3-30-49. bbox=[814, 1868, 1149, 1888]
exam-rule: Giriş synaglary we okuwa kabul edilmek bbox=[338, 1115, 493, 1125]
doc-item: — okuw dersleri boýunça mekdep okuwçylarynyň döwlet bäsleşiginiň ýeňijileri, halkara bäsleşiklere gatnaşan Türkmenistanyň ýygyndy toparynyň agzalary şol ýagdaýlary tassyklaýan degişli resminamanyň asyl nusgasyny tabşyryrlar. bbox=[103, 541, 312, 595]
doc-item: — bilimi baradaky resminama (asyl nusgasy); bbox=[115, 1181, 291, 1191]
health-center-entry bbox=[460, 1932, 797, 1953]
school-title: DAŞOGUZ WELAÝAT MALIÝE-YKDYSADY ORTA HÜNÄR OKUW MEKDEBI bbox=[119, 872, 519, 912]
exam-rule: Giriş synaglary we okuwa kabul edilmek bbox=[1060, 1505, 1215, 1516]
doc-item: Bulardan başga-da, okuwa girmäge isleg bildirýänler ýokarda görkezilen resminamalar bilen birlikde, resminamalary kabul edýän iş toparyna aşakdakylary görkezýärler we nusgalaryny tabşyrýarlar: bbox=[810, 357, 1034, 400]
health-centers-list bbox=[107, 1761, 1505, 2060]
doc-item: Bulardan başga-da, okuwa girmäge isleg bildirýänler ýokarda görkezilen resminamalar bilen birlikde, resminamalary kabul edýän iş toparyna aşakdakylary görkezýärler we nusgalaryny tabşyrýarlar: bbox=[1048, 1344, 1272, 1386]
specialty-item: 2. Syýahatçylyk hyzmatlary. bbox=[587, 196, 796, 207]
health-center-name: Boldumsaz etrap hassahanasynyň kesel anyklaýyş bölümi: bbox=[460, 1888, 706, 1899]
dykgat-subtitle: Türkmenistanyň ýokary we orta hünär okuw mekdeplerine 2025-nji ýylda okuwa girmäge isleg bildirýänleriň saglygy goraýyş barlaglary 2025-nji ýylyň 14-nji iýulyndan — 18-nji awgusty aralygynda Aşgabat, Arkadag şäherleriniň we welaýatlaryň şu aşakdaky saglyk öýlerinde geçirilýär: bbox=[136, 1724, 1476, 1754]
doc-item: — harby şahadatnamasyny ýa-da harby hasaba goýlandygy hakynda şahadatnamasy. bbox=[326, 996, 535, 1017]
admission-subtitle: 2025/2026-njy okuw ýyly üçin aşakdaky hünärler boýunça talyplyga kabul edýär: bbox=[112, 187, 526, 201]
health-center-name: Baýramaly etrap hassahanasy: bbox=[1168, 1910, 1297, 1920]
tuition-info: Maliýe-ykdysady orta hünär okuw mekdebinde okuwlar tölegli esasda alnyp barylýar. bbox=[573, 691, 796, 712]
doc-item: — bellenilen nusgada direktoryň adyna ýazylan arza; bbox=[103, 1148, 312, 1169]
health-center-name: Magtymguly etrap hassahanasy: bbox=[814, 1888, 949, 1899]
health-center-entry bbox=[815, 1932, 1151, 1953]
doc-item: — Türkmenistanyň Saglygy goraýyş we derman senagaty ministrligi tarapyndan bellenilen nusgadaky saglyk kepilnamasy; bbox=[810, 1376, 1034, 1408]
duration-text: Okuwyň möhleti — 2 ýyl. bbox=[585, 680, 681, 691]
docs-heading: Resmi iş kagyzlarynyň sanawy: bbox=[115, 1138, 246, 1148]
ad-balkan bbox=[91, 137, 547, 850]
health-center-name: Esenguly etrap hassahanasy: bbox=[814, 1931, 937, 1942]
exam-subjects: Nädogry berlen maglumatlar we galp resmi iş kagyzlary üçin dalaşgär şahsy jogapkärçilik çekýär. bbox=[1048, 690, 1272, 711]
specialty-list bbox=[117, 931, 312, 1007]
health-center-address: Gubadag ş., A.Kakabaýew köçesiniň 17-nji jaýy, tel.: (800346) 21-5-03, 21-4-49. bbox=[460, 1921, 770, 1931]
health-center-name: Gyzylarbat etrap hassahanasy: bbox=[814, 1846, 943, 1856]
health-center-address: Balkanabat ş., 189-njy ýaşaýyş jaýlar toplumy, telefon: (800222) 5-97-02, 5-97-03, 5-97-05, 5-81-60. bbox=[460, 2006, 772, 2027]
address-label: Lebap welaýat maliýe-ykdysady orta hünär okuw mekdebiniň salgysy: bbox=[1296, 1484, 1498, 1505]
health-center-address: S.Türkmenbaşy şäherçe, Agzybirlik köçe, 6-njy jaý, tel.: (800349)31-1-01, 31-8-94. bbox=[460, 1963, 779, 1974]
specialty-item: 1. Buhgalterçilik hasaba alnyşy we audit. bbox=[587, 550, 796, 561]
phones: tel.: 34-58-00, 34-13-14, 34-19-55. bbox=[1330, 1105, 1465, 1115]
health-center-entry bbox=[460, 1761, 797, 1782]
doc-item: — 3x4 sm ölçegdäki sekiz sany fotosurat; bbox=[822, 271, 983, 281]
specialty-item: 5. Salgytlar we salgyt salmak. bbox=[117, 985, 312, 996]
doc-item: — işleýänler üçin zähmet depderçesiniň tassyklanan göçürmesi; bbox=[810, 282, 1034, 303]
doc-item: — bellenilen nusgada direktoryň adyna ýazylan arza; bbox=[822, 932, 1027, 943]
health-center-address: Gökdepe ş., Magtymguly şaýolunyň 55-nji jaýy, tel.: (800132) 4-70-02, 4-70-08. bbox=[107, 1921, 434, 1942]
health-center-address: Wekilbazar ş., Dostluk köçesiniň 8-nji jaýy, tel.: (800558) 6-60-21, 6-60-44. bbox=[1168, 1825, 1480, 1845]
specialty-item: 4. Köp kanally telekommunikasiýa ulgamlary. bbox=[587, 954, 796, 965]
docs-note: Resmi iş kagyzlary Türkmenabat şäherinde 2025-nji ýylyň 14-nji iýulyndan — 18-nji awgusty aralygynda kabul edilýär. bbox=[573, 1496, 796, 1528]
health-center-name: Wekilbazar etrap hassahanasy: bbox=[1168, 1825, 1298, 1835]
doc-item: — bellenilen nusgada direktoryň adyna ýazylan arza; bbox=[822, 1344, 1027, 1354]
doc-item: — 3x4 sm ölçegdäki sekiz sany fotosurat; bbox=[822, 1041, 983, 1051]
health-center-name: Aşgabat şäherindäki Talyplar saglyk öýi: bbox=[107, 1771, 275, 1782]
health-center-name: Hazar şäherçe hassahanasy: bbox=[814, 1782, 934, 1792]
health-center-entry bbox=[1168, 1761, 1505, 1782]
issue-date: 2025-nji ýylyň 12-nji iýuly, şenbe. bbox=[1252, 87, 1475, 104]
docs-note: Resmi iş kagyzlary Aşgabat şäherinde 2025-nji ýylyň 14-nji iýulyndan — 18-nji awgusty aralygynda kabul edilýär. bbox=[573, 911, 866, 1106]
health-center-address: Mary şäheri, Nury Halmämmedow köçesiniň 4-nji jaýy, tel.: (800522) 5-44-92, 5-45-28. bbox=[1168, 1803, 1501, 1825]
health-center-entry bbox=[815, 1782, 1151, 1804]
